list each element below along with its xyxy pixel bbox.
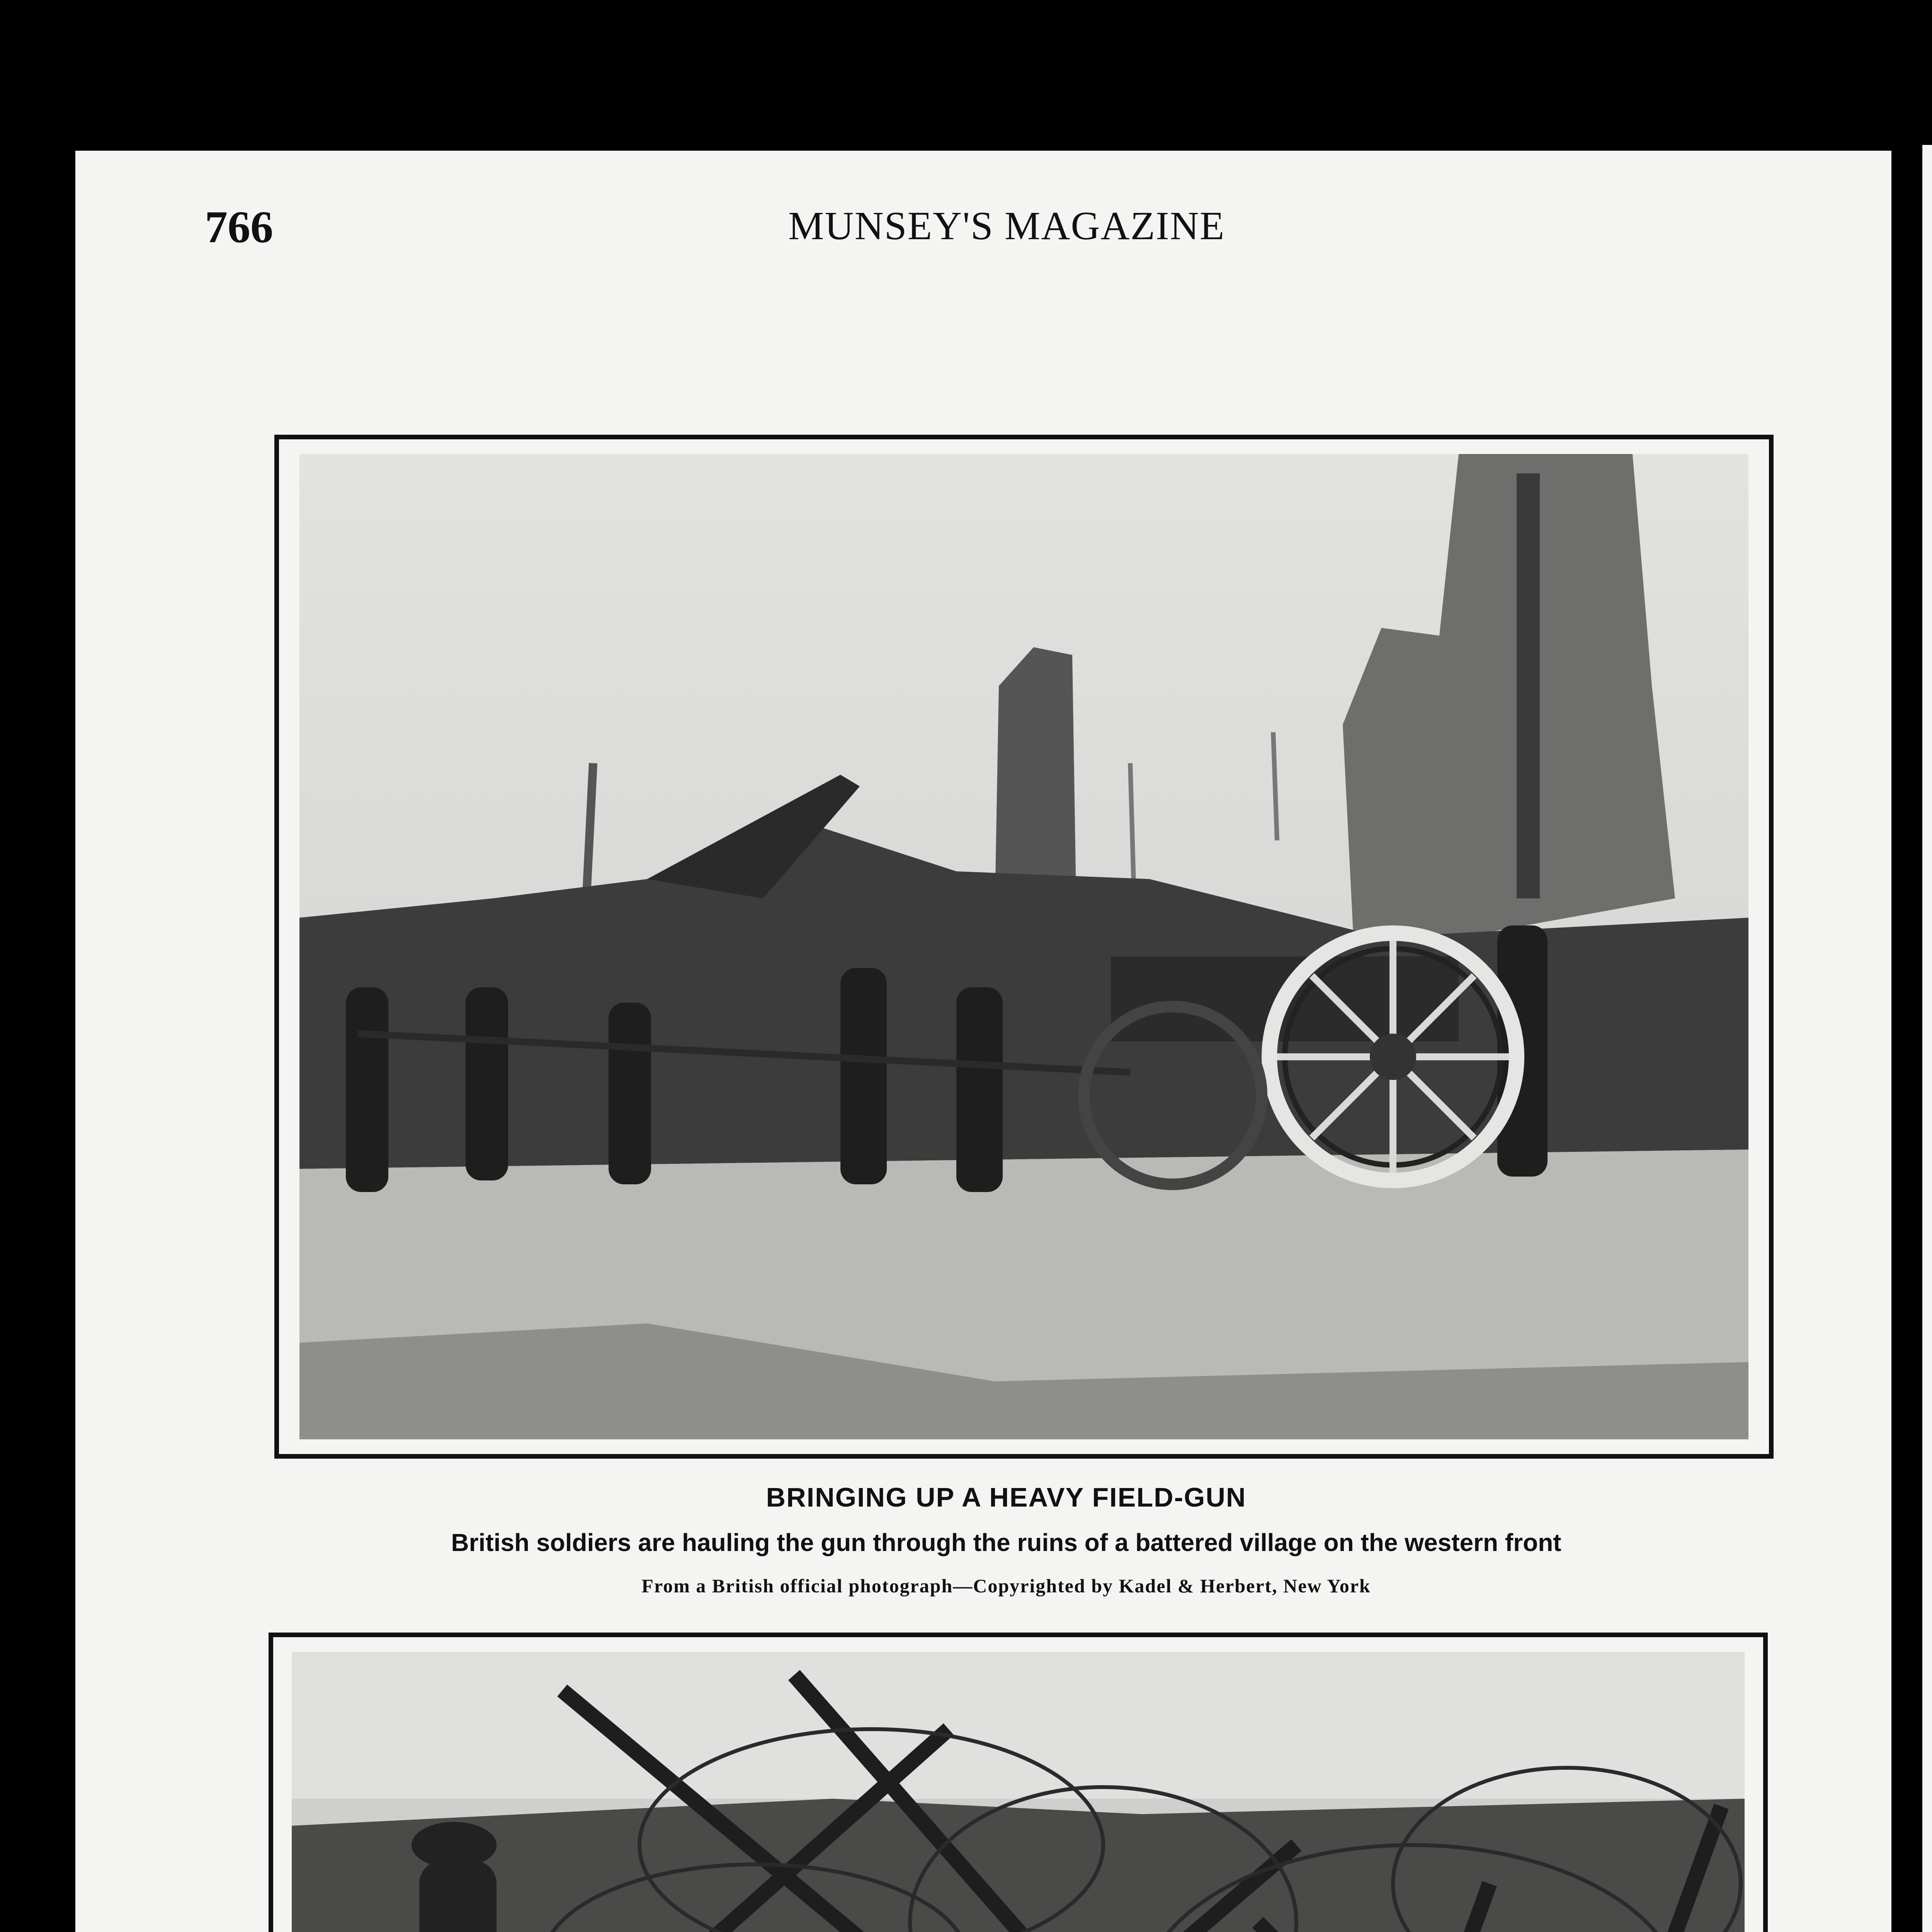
figure-1-title: BRINGING UP A HEAVY FIELD-GUN [766, 1482, 1247, 1512]
photo-barbed-wire [292, 1652, 1745, 1932]
page-number: 766 [205, 202, 273, 252]
adjacent-page-edge [1922, 145, 1932, 1932]
running-head: MUNSEY'S MAGAZINE [788, 204, 1225, 248]
figure-1-credit: From a British official photograph—Copyrighted by Kadel & Herbert, New York [641, 1575, 1371, 1597]
photo-field-gun [299, 454, 1748, 1439]
figure-1-description: British soldiers are hauling the gun through the ruins of a battered village on the western front [451, 1529, 1561, 1556]
